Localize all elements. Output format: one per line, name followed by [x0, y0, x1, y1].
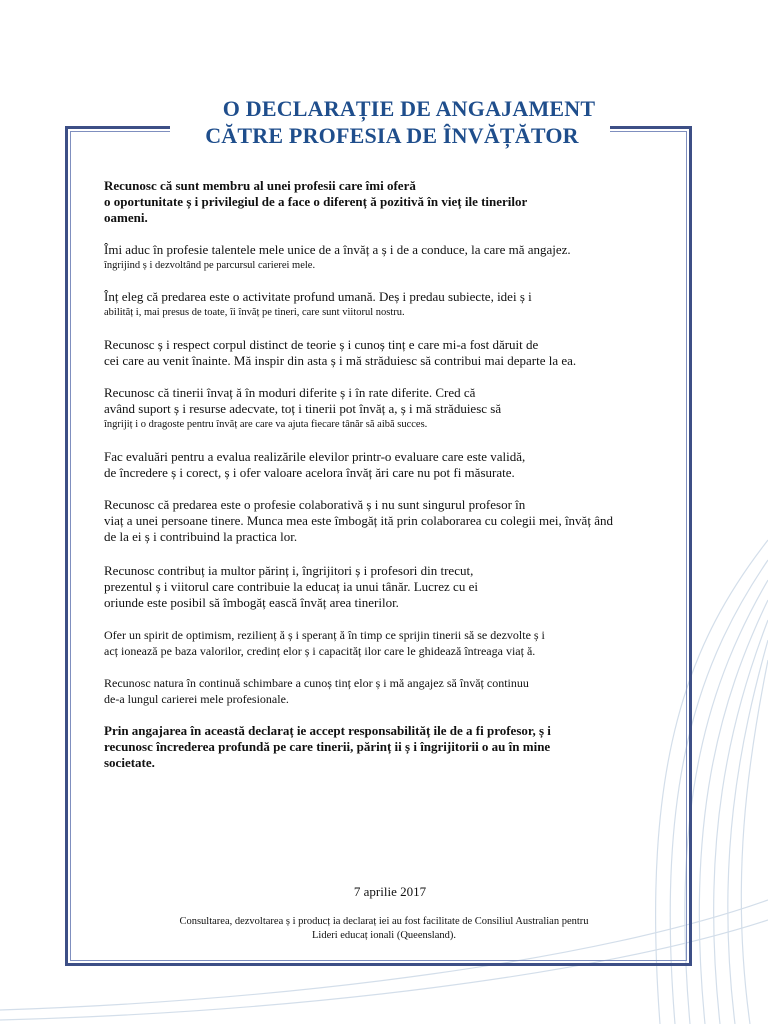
paragraph-line: cei care au venit înainte. Mă inspir din asta ș i mă străduiesc să contribui mai departe la ea.: [104, 353, 577, 368]
paragraph-4: [104, 337, 624, 369]
paragraph-9: [104, 627, 624, 659]
paragraph-line: Fac evaluări pentru a evalua realizările elevilor printr-o evaluare care este validă,: [104, 449, 526, 464]
paragraph-8: [104, 563, 624, 611]
paragraph-line: Recunosc că tinerii învaț ă în moduri diferite ș i în rate diferite. Cred că: [104, 385, 476, 400]
paragraph-6: [104, 449, 624, 481]
paragraph-line: Prin angajarea în această declaraț ie accept responsabilităț ile de a fi profesor, ș i: [104, 723, 551, 738]
paragraph-line: oameni.: [104, 210, 148, 225]
paragraph-line: de încredere ș i corect, ș i ofer valoare acelora învăț ări care nu pot fi măsurate.: [104, 465, 515, 480]
title-line-2: CĂTRE PROFESIA DE ÎNVĂȚĂTOR: [205, 123, 579, 148]
paragraph-2: [104, 242, 624, 274]
paragraph-line: Înț eleg că predarea este o activitate profund umană. Deș i predau subiecte, idei ș i: [104, 289, 532, 304]
paragraph-line: Recunosc că sunt membru al unei profesii care îmi oferă: [104, 178, 416, 193]
paragraph-line: o oportunitate ș i privilegiul de a face o diferenț ă pozitivă în vieț ile tinerilor: [104, 194, 528, 209]
paragraph-line: îngrijind ș i dezvoltând pe parcursul carierei mele.: [104, 260, 316, 271]
paragraph-line: societate.: [104, 755, 155, 770]
paragraph-line: acț ionează pe baza valorilor, credinț elor ș i capacităț ilor care le ghidează întreaga viaț ă.: [104, 644, 536, 658]
paragraph-line: Recunosc natura în continuă schimbare a cunoș tinț elor ș i mă angajez să învăț continuu: [104, 676, 529, 690]
paragraph-line: având suport ș i resurse adecvate, toț i tinerii pot învăț a, ș i mă străduiesc să: [104, 401, 502, 416]
paragraph-10: [104, 675, 624, 707]
paragraph-line: abilităț i, mai presus de toate, îi învăț pe tineri, care sunt viitorul nostru.: [104, 307, 405, 318]
paragraph-line: Recunosc ș i respect corpul distinct de teorie ș i cunoș tinț e care mi-a fost dăruit de: [104, 337, 539, 352]
footer-credit: [0, 915, 768, 943]
paragraph-line: de la ei ș i contribuind la practica lor.: [104, 529, 298, 544]
paragraph-line: îngrijiț i o dragoste pentru învăț are care va ajuta fiecare tânăr să aibă succes.: [104, 419, 428, 430]
footer-line-1: Consultarea, dezvoltarea ș i producț ia declaraț iei au fost facilitate de Consiliul Australian pentru: [179, 916, 589, 927]
paragraph-line: Recunosc contribuț ia multor părinț i, îngrijitori ș i profesori din trecut,: [104, 563, 474, 578]
paragraph-3: [104, 289, 624, 321]
footer-line-2: Lideri educaț ionali (Queensland).: [311, 930, 457, 941]
paragraph-5: [104, 385, 624, 433]
paragraph-line: prezentul ș i viitorul care contribuie la educaț ia unui tânăr. Lucrez cu ei: [104, 579, 478, 594]
document-date: 7 aprilie 2017: [353, 884, 427, 899]
paragraph-line: Ofer un spirit de optimism, rezilienț ă ș i speranț ă în timp ce sprijin tinerii să se dezvolte ș i: [104, 628, 545, 642]
paragraph-line: Recunosc că predarea este o profesie colaborativă ș i nu sunt singurul profesor în: [104, 497, 526, 512]
title-line-1: O DECLARAȚIE DE ANGAJAMENT: [222, 96, 596, 121]
paragraph-line: oriunde este posibil să îmbogăț ească învăț area tinerilor.: [104, 595, 399, 610]
paragraph-7: [104, 497, 624, 545]
paragraph-line: recunosc încrederea profundă pe care tinerii, părinț ii ș i îngrijitorii o au în mine: [104, 739, 551, 754]
paragraph-line: viaț a unei persoane tinere. Munca mea este îmbogăț ită prin colaborarea cu colegii mei, învăț ând: [104, 513, 613, 528]
paragraph-11: [104, 723, 624, 771]
paragraph-line: Îmi aduc în profesie talentele mele unice de a învăț a ș i de a conduce, la care mă angajez.: [104, 242, 571, 257]
paragraph-1: [104, 178, 624, 226]
paragraph-line: de-a lungul carierei mele profesionale.: [104, 692, 289, 706]
